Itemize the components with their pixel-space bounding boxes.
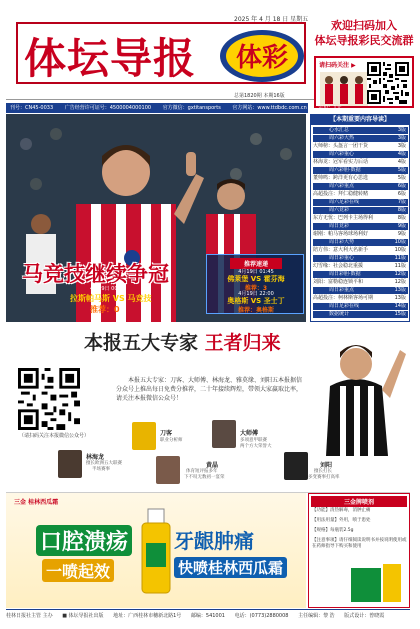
index-entry (313, 263, 408, 270)
expert-avatar (212, 420, 236, 448)
expert-name: 大师傅 (240, 430, 259, 437)
ad-product-title: 三金牌喷剂 (311, 496, 407, 507)
lottery-logo-icon (218, 26, 306, 84)
expert-avatar (58, 450, 82, 478)
footer-item: 地址：广西桂林市穗新北路1号 (113, 613, 182, 619)
tip-match: 佛莱堡 VS 霍芬海 (227, 275, 285, 283)
index-entry (313, 303, 408, 310)
index-entry (313, 223, 408, 230)
index-entry-page: 12版 (394, 279, 406, 285)
tip-pick: 推荐：3 (244, 285, 268, 292)
index-entry (313, 295, 408, 302)
index-entry-text: 周日彩重点 (329, 287, 355, 293)
index-entry-page: 3版 (397, 135, 406, 141)
info-item: 官方微信：gxtitansports (162, 105, 221, 111)
index-entry-page: 4版 (397, 151, 406, 157)
index-entry (313, 247, 408, 254)
index-entry (313, 167, 408, 174)
index-entry (313, 159, 408, 166)
info-item: 广告经营许可证号：4500004000100 (64, 105, 152, 111)
index-entry-page: 13版 (394, 287, 406, 293)
index-entry-page: 3版 (397, 127, 406, 133)
index-entry-text: 高超投注：柯林斯客场可期 (313, 295, 374, 301)
index-entry-text: 董帅鸣：跨洋更有心思选 (313, 175, 369, 181)
index-entry (313, 143, 408, 150)
footer-item: 邮编：541001 (190, 613, 225, 619)
advertisement (6, 492, 410, 607)
index-entry (313, 199, 408, 206)
index-entry-text: 周日彩重心 (329, 255, 355, 261)
index-entry-page: 6版 (397, 183, 406, 189)
index-entry-page: 8版 (397, 215, 406, 221)
index-entry-page: 8版 (397, 207, 406, 213)
index-entry-text: 周日竞彩 (329, 223, 350, 229)
experts-title-red: 王者归来 (204, 332, 281, 354)
experts-title-black: 本报五大专家 (84, 332, 199, 354)
info-item: 官方网站：www.ttdbdc.com.cn (232, 105, 307, 111)
contents-index (310, 114, 410, 322)
index-entry (313, 151, 408, 158)
index-entry-page: 4版 (397, 159, 406, 165)
index-entry-text: 陪方伟：意大利大名新手 (313, 247, 369, 253)
newspaper-logo (16, 22, 306, 84)
expert-avatar (156, 456, 180, 484)
ad-line: 【功能】清热解毒，消肿止痛 (312, 508, 371, 513)
ad-slogan: 一喷起效 (42, 559, 114, 582)
juventus-player-image (306, 328, 406, 456)
index-entry-page: 6版 (397, 191, 406, 197)
index-entry-text: 周六足彩在线 (329, 199, 360, 205)
index-entry-page: 11版 (394, 255, 406, 261)
match-line: 拉斯帕马斯 VS 马竞技 (70, 294, 152, 303)
index-entry-page: 14版 (394, 303, 406, 309)
product-box-icon (349, 560, 405, 604)
index-entry (313, 271, 408, 278)
index-entry-text: 心水汇总 (329, 127, 350, 133)
index-entry-page: 12版 (394, 271, 406, 277)
promo-title-line2: 体坛导报彩民交流群 (314, 34, 414, 47)
index-entry-text: 高超投注：拜仁稳健转赌 (313, 191, 369, 197)
experts-intro: 本报五大专家：刀客、大师傅、林海龙、雅莫缘、刘阳五本报据信分众号上推出每日免费分推荐，二十年接续辉煌，带领大家赢取比率，请关注本报微信公众号！ (116, 377, 303, 402)
index-entry (313, 311, 408, 318)
index-entry (313, 127, 408, 134)
index-entry-text: 周六彩大热 (329, 135, 355, 141)
index-entry-text: 大师榜：头盔言一团干货 (313, 143, 369, 149)
expert-desc: 半场赛事 (92, 467, 110, 472)
footer-item: 桂林日报社主管 主办 (6, 613, 53, 619)
expert-name: 林海龙 (86, 454, 105, 461)
index-entry-text: 周六彩重心 (329, 151, 355, 157)
footer-item: ■ 体坛导报社出版 (62, 613, 104, 619)
expert-desc: 职业分析师 (160, 438, 183, 443)
index-entry-text: 周日彩胆·数据 (329, 271, 361, 277)
promo-people-image (320, 72, 368, 106)
index-entry-text: 刘阳：富勒稳连锁平和 (313, 279, 364, 285)
tip-title: 推荐速递 (230, 258, 282, 269)
info-bar (6, 103, 342, 113)
index-entry-text: 周六彩胆·数据 (329, 167, 361, 173)
ad-slogan: 牙龈肿痛 (174, 529, 254, 553)
expert-desc: 下不叹无数初一宴荣 (184, 475, 225, 480)
index-entry (313, 207, 408, 214)
ad-slogan: 口腔溃疡 (36, 525, 132, 556)
expert-name: 刘阳 (320, 462, 333, 469)
footer-item: 版式设计：曾晓霞 (344, 613, 385, 619)
index-entry (313, 215, 408, 222)
index-entry-text: 东方无忧：巴列卡主场得利 (313, 215, 374, 221)
expert-desc: 体育短评报多年 (186, 469, 218, 474)
qr-code-icon[interactable] (367, 61, 409, 105)
index-entry-text: 林海龙：冠军看实力后话 (313, 159, 369, 165)
ad-banner (6, 493, 306, 608)
expert-desc: 两个方大荣誉大 (240, 444, 272, 449)
experts-section (6, 324, 410, 489)
issue-line: 总第1820期 本期16版 (234, 93, 285, 99)
date-line: 2025 年 4 月 18 日 星期五 (234, 16, 309, 23)
promo-title (314, 18, 414, 48)
expert-desc: 多变赛事打高率 (308, 475, 340, 480)
main-photo (6, 114, 306, 322)
ad-line: 【注意事项】请仔细阅读说明书并按说明使用或在药师指导下购买和使用 (312, 538, 407, 549)
footer (6, 609, 410, 621)
footer-item: 主任编辑：黎 浩 (298, 613, 335, 619)
index-entry-page: 3版 (397, 143, 406, 149)
promo-title-line1: 欢迎扫码加入 (331, 19, 397, 32)
index-entry (313, 231, 408, 238)
index-entry-page: 10版 (394, 239, 406, 245)
expert-avatar (132, 422, 156, 450)
index-entry-page: 9版 (397, 231, 406, 237)
ad-line: 【用法用量】外用，喷于患处 (312, 518, 371, 523)
main-headline: 马竞技继续争冠 (22, 262, 169, 286)
qr-caption: （请扫码关注本报微信公众号） (18, 433, 89, 439)
index-entry-text: 周日足彩在线 (329, 303, 360, 309)
tip-date: 4月19日 01:45 (238, 269, 274, 275)
masthead (6, 8, 414, 100)
expert-desc: 擅长欧洲五大联赛 (86, 461, 122, 466)
footer-item: 电话：(0773)2880008 (234, 613, 289, 619)
newspaper-title: 体坛导报 (24, 34, 197, 83)
expert-desc: 多项意甲联赛 (240, 438, 267, 443)
index-entry-page: 5版 (397, 167, 406, 173)
tip-date: 4月19日 22:00 (238, 291, 274, 297)
ad-slogan: 快喷桂林西瓜霜 (174, 557, 287, 578)
index-entry-page: 15版 (394, 311, 406, 317)
tip-box (206, 254, 304, 314)
info-item: 刊号：CN45-0033 (10, 105, 54, 111)
lottery-logo-text: 体彩 (235, 43, 289, 73)
expert-desc: 擅长打长 (314, 469, 332, 474)
match-date: 4月19日 00:30 (90, 286, 126, 292)
ad-brand: 三金 桂林西瓜霜 (14, 499, 59, 506)
index-entry-page: 10版 (394, 247, 406, 253)
index-title: 【本期重要内容导读】 (311, 115, 409, 125)
expert-name: 黄晶 (206, 462, 219, 469)
index-entry (313, 183, 408, 190)
index-entry-page: 7版 (397, 199, 406, 205)
expert-name: 刀客 (160, 430, 173, 437)
index-entry (313, 175, 408, 182)
index-entry-page: 5版 (397, 175, 406, 181)
expert-avatar (284, 452, 308, 480)
index-entry-text: 周六彩重点 (329, 183, 355, 189)
promo-box (314, 56, 414, 108)
ad-product-info (308, 493, 410, 608)
info-item: 定价：1元 (318, 105, 342, 111)
index-entry (313, 191, 408, 198)
index-entry-page: 13版 (394, 295, 406, 301)
index-entry-text: 谢刚：帕马客场球场利好 (313, 231, 369, 237)
index-entry (313, 287, 408, 294)
index-entry-page: 11版 (394, 263, 406, 269)
tip-match: 奥格斯 VS 圣士丁 (227, 297, 285, 305)
tip-pick: 推荐：奥格斯 (237, 307, 274, 314)
index-entry-text: 周六竞彩 (329, 207, 350, 213)
index-entry-text: 幻雪缘：社会稳北重援 (313, 263, 364, 269)
promo-label: 请扫码关注 ▶ (319, 62, 356, 69)
index-entry (313, 239, 408, 246)
index-entry-text: 周日彩大势 (329, 239, 355, 245)
index-entry (313, 255, 408, 262)
match-pick: 推荐：0 (90, 305, 120, 314)
wechat-qr-code-icon[interactable] (18, 368, 80, 430)
spray-bottle-icon (136, 507, 176, 597)
index-entry-text: 数据统计 (329, 311, 350, 317)
index-entry-page: 9版 (397, 223, 406, 229)
index-entry (313, 279, 408, 286)
experts-title (84, 328, 281, 355)
ad-line: 【规格】每瓶装2.5g (312, 528, 354, 533)
index-entry (313, 135, 408, 142)
